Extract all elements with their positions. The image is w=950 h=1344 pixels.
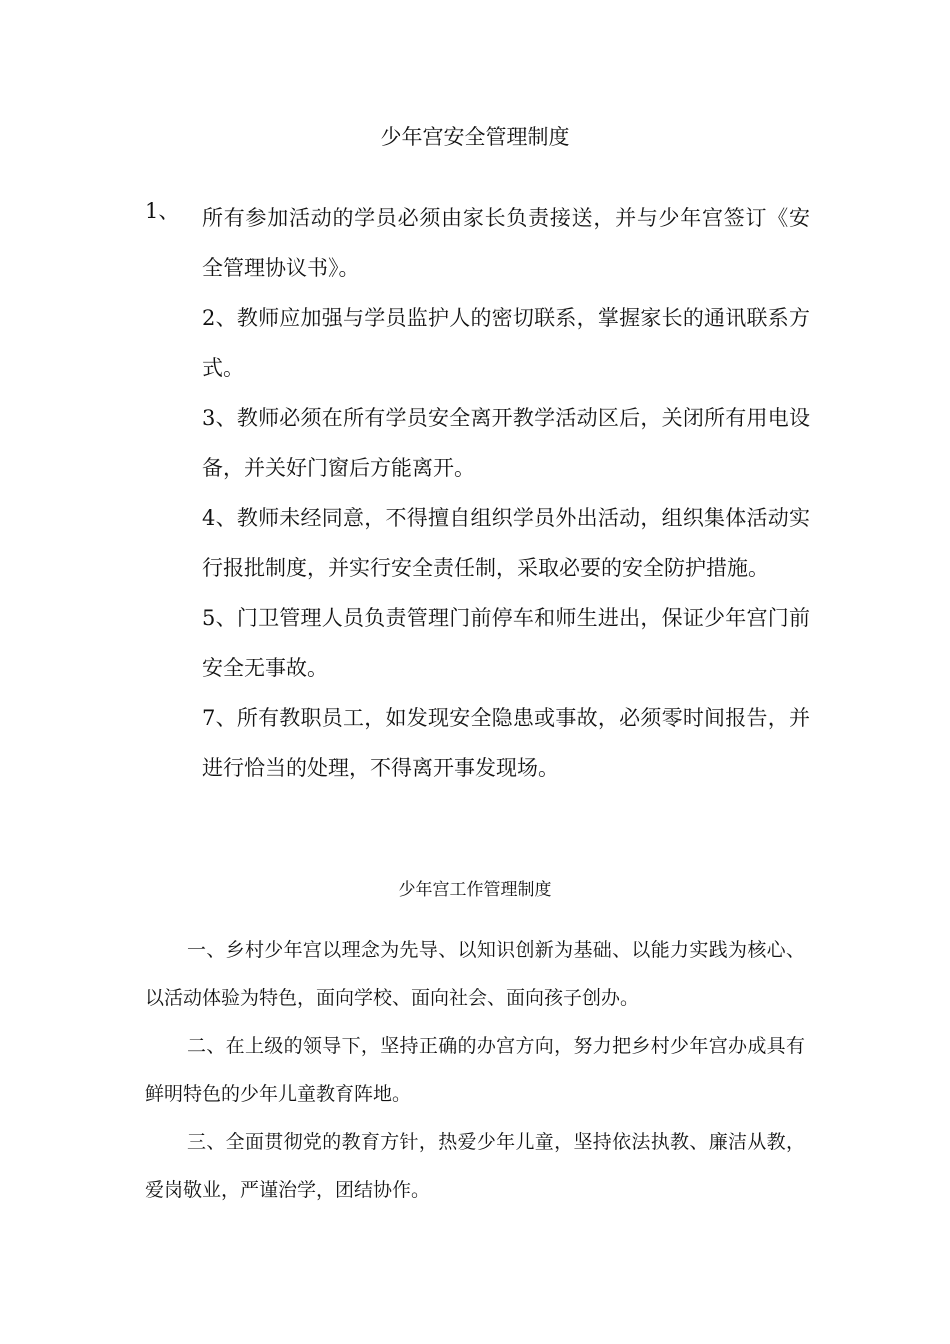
- first-item-number: 1、: [145, 199, 180, 223]
- work-rules-section: [145, 926, 805, 1214]
- safety-rule-paragraph: 3、教师必须在所有学员安全离开教学活动区后，关闭所有用电设备，并关好门窗后方能离开。: [202, 406, 810, 480]
- safety-rules-section: [202, 193, 810, 793]
- safety-rule-paragraph: 5、门卫管理人员负责管理门前停车和师生进出，保证少年宫门前安全无事故。: [202, 606, 810, 680]
- work-rules-title: 少年宫工作管理制度: [398, 880, 552, 900]
- work-rule-paragraph: 二、在上级的领导下，坚持正确的办宫方向，努力把乡村少年宫办成具有鲜明特色的少年儿童教育阵地。: [145, 1035, 805, 1105]
- safety-rule-paragraph: 7、所有教职员工，如发现安全隐患或事故，必须零时间报告，并进行恰当的处理，不得离开事发现场。: [202, 706, 810, 780]
- safety-rules-title: 少年宫安全管理制度: [380, 125, 570, 149]
- work-rule-paragraph: 三、全面贯彻党的教育方针，热爱少年儿童，坚持依法执教、廉洁从教，爱岗敬业，严谨治学，团结协作。: [145, 1131, 805, 1201]
- safety-rule-paragraph: 4、教师未经同意，不得擅自组织学员外出活动，组织集体活动实行报批制度，并实行安全责任制，采取必要的安全防护措施。: [202, 506, 810, 580]
- safety-rule-paragraph: 2、教师应加强与学员监护人的密切联系，掌握家长的通讯联系方式。: [202, 306, 810, 380]
- safety-rule-paragraph: 所有参加活动的学员必须由家长负责接送，并与少年宫签订《安全管理协议书》。: [202, 206, 810, 280]
- work-rule-paragraph: 一、乡村少年宫以理念为先导、以知识创新为基础、以能力实践为核心、以活动体验为特色，面向学校、面向社会、面向孩子创办。: [145, 939, 805, 1009]
